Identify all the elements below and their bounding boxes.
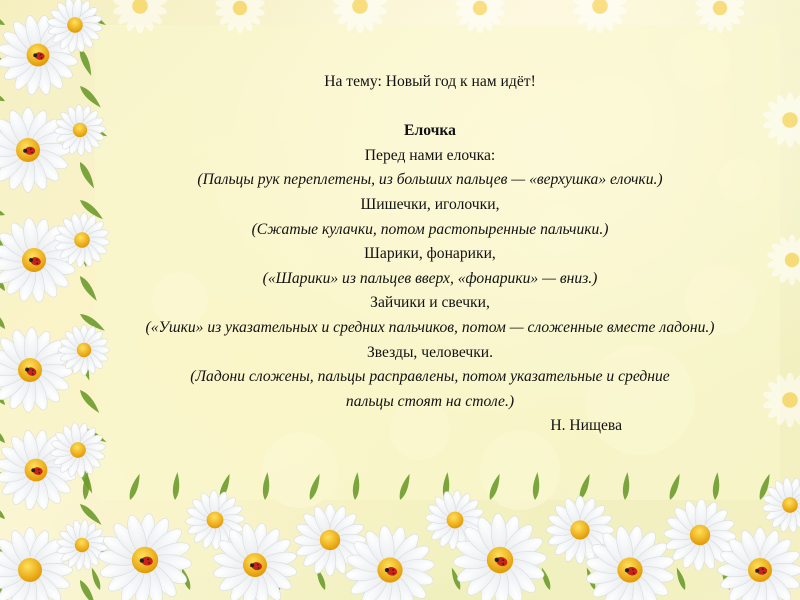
poem-line: Звезды, человечки. xyxy=(366,343,494,361)
leaf-icon xyxy=(674,567,687,591)
leaf-icon xyxy=(487,473,502,501)
leaf-icon xyxy=(667,473,682,501)
poem-author: Н. Нищева xyxy=(550,417,622,435)
daisy-icon xyxy=(766,235,800,286)
poem-line: Шарики, фонарики, xyxy=(364,245,496,263)
poem-instruction: («Ушки» из указательных и средних пальчиков, потом — сложенные вместе ладони.) xyxy=(145,318,715,336)
poem-instruction: (Сжатые кулачки, потом растопыренные пальчики.) xyxy=(251,220,609,238)
poem-instruction: (Пальцы рук переплетены, из больших пальцев — «верхушка» елочки.) xyxy=(197,171,663,189)
daisy-icon xyxy=(59,325,110,376)
poem-instruction: («Шарики» из пальцев вверх, «фонарики» — вниз.) xyxy=(262,269,598,287)
topic-heading: На тему: Новый год к нам идёт! xyxy=(324,73,536,90)
leaf-icon xyxy=(0,422,7,445)
poem-title: Елочка xyxy=(404,122,456,140)
leaf-icon xyxy=(352,472,361,500)
leaf-icon xyxy=(0,499,7,521)
daisy-icon xyxy=(756,471,800,539)
leaf-icon xyxy=(307,473,322,501)
leaf-icon xyxy=(77,47,94,77)
leaf-icon xyxy=(0,87,6,104)
leaf-icon xyxy=(397,473,412,501)
leaf-icon xyxy=(262,472,271,500)
poem-line: Шишечки, иголочки, xyxy=(360,195,500,213)
leaf-icon xyxy=(622,472,631,500)
leaf-icon xyxy=(0,306,7,330)
daisy-icon xyxy=(94,509,195,600)
daisy-icon xyxy=(112,0,168,34)
leaf-icon xyxy=(712,472,721,500)
poem-line: Перед нами елочка: xyxy=(364,146,496,164)
daisy-icon xyxy=(762,92,800,147)
leaf-icon xyxy=(77,160,97,190)
daisy-icon xyxy=(214,0,265,33)
daisy-icon xyxy=(332,0,388,34)
poem-text xyxy=(110,70,750,439)
leaf-icon xyxy=(172,472,181,500)
leaf-icon xyxy=(89,567,102,591)
daisy-icon xyxy=(572,0,628,34)
poem-line: Зайчики и свечки, xyxy=(370,294,490,312)
daisy-icon xyxy=(454,0,505,33)
leaf-icon xyxy=(77,388,101,415)
daisy-icon xyxy=(0,528,72,600)
poem-instruction: (Ладони сложены, пальцы расправлены, потом указательные и средние пальцы стоят на столе.) xyxy=(190,368,670,410)
leaf-icon xyxy=(0,10,6,28)
leaf-icon xyxy=(127,473,142,501)
spacer xyxy=(110,95,750,120)
daisy-icon xyxy=(694,0,745,33)
leaf-icon xyxy=(77,274,99,303)
leaf-icon xyxy=(0,203,6,217)
leaf-icon xyxy=(78,84,104,110)
daisy-icon xyxy=(762,372,800,427)
leaf-icon xyxy=(532,472,541,500)
